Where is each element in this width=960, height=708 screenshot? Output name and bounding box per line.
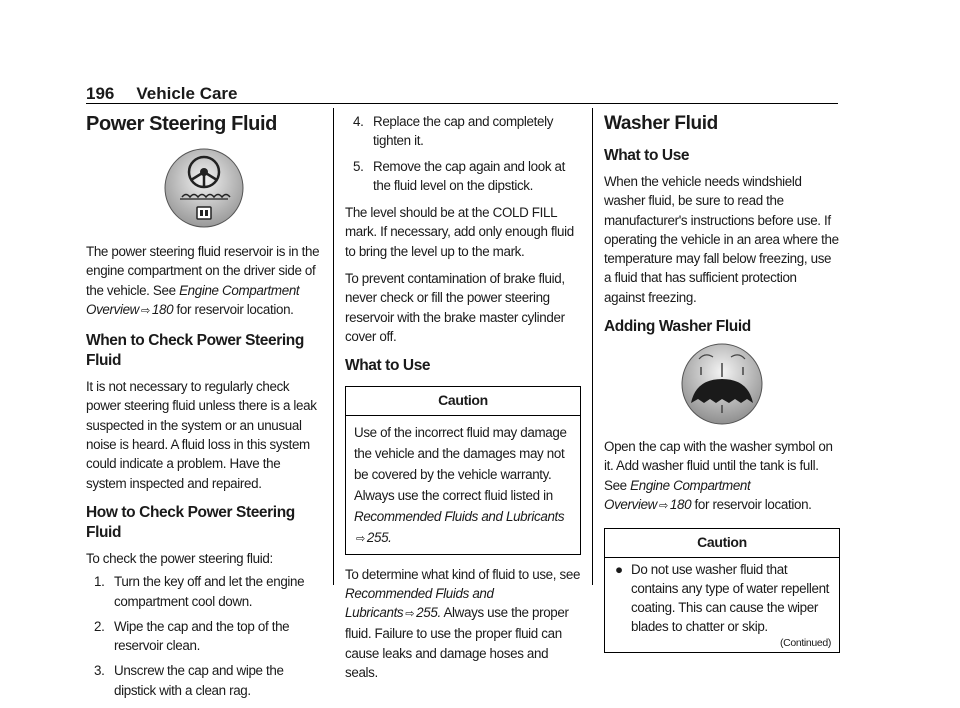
list-item: 3. Unscrew the cap and wipe the dipstick with a clean rag.: [94, 663, 284, 698]
caution-box: [345, 386, 581, 554]
what-to-use-heading: What to Use: [345, 357, 431, 375]
how-to-check-heading: How to Check Power Steering Fluid: [86, 503, 295, 541]
washer-caution-title: Caution: [697, 534, 747, 551]
determine-text: To determine what kind of fluid to use, see Recommended Fluids and Lubricants ⇨ 255. Always use the proper fluid. Failure to use the proper fluid can cause leaks and damage hoses and seals.: [345, 566, 581, 681]
level-text: The level should be at the COLD FILL mark. If necessary, add only enough fluid to bring the level up to the mark.: [345, 205, 574, 259]
section-title: Vehicle Care: [136, 84, 238, 103]
when-to-check-heading: When to Check Power Steering Fluid: [86, 332, 304, 370]
washer-fluid-title: Washer Fluid: [604, 113, 718, 134]
page-ref-180[interactable]: 180: [669, 496, 692, 512]
fluids-lubricants-link[interactable]: Recommended Fluids and Lubricants: [345, 585, 494, 621]
continued-label: (Continued): [779, 636, 831, 649]
power-steering-title: Power Steering Fluid: [86, 113, 277, 135]
caution-text: Use of the incorrect fluid may damage the vehicle and the damages may not be covered by the vehicle warranty. Always use the correct fluid listed in Recommended Fluids and Lubricants ⇨ 255.: [354, 424, 567, 545]
washer-what-to-use-text: When the vehicle needs windshield washer fluid, be sure to read the manufacturer's instructions before use. If operating the vehicle in an area where the temperature may fall below freezing, use a fluid that has sufficient protection against freezing.: [604, 174, 839, 305]
page-header: [86, 84, 238, 104]
washer-cap-icon: [681, 343, 763, 425]
bullet-icon: ●: [615, 561, 623, 577]
open-cap-text: Open the cap with the washer symbol on it. Add washer fluid until the tank is full. See Engine Compartment Overview ⇨ 180 for reservoir location.: [604, 439, 833, 512]
intro-paragraph: The power steering fluid reservoir is in the engine compartment on the driver side of the vehicle. See Engine Compartment Overview ⇨ 180 for reservoir location.: [86, 244, 320, 317]
page-ref-255[interactable]: 255.: [416, 605, 441, 621]
column-2: [345, 112, 581, 690]
column-1: [86, 112, 322, 708]
list-item: 5. Remove the cap again and look at the fluid level on the dipstick.: [353, 158, 566, 193]
how-to-check-lead: To check the power steering fluid:: [86, 550, 273, 566]
adding-washer-heading: Adding Washer Fluid: [604, 318, 751, 336]
fluids-lubricants-link[interactable]: Recommended Fluids and Lubricants: [354, 508, 565, 524]
page-arrow-icon: ⇨: [356, 532, 365, 545]
when-to-check-text: It is not necessary to regularly check power steering fluid unless there is a leak suspected in the system or an unusual noise is heard. A fluid loss in this system could indicate a problem. Have the system inspected and repaired.: [86, 379, 317, 491]
page-arrow-icon: ⇨: [405, 608, 415, 621]
steps-list-1: [86, 572, 322, 700]
washer-what-to-use-heading: What to Use: [604, 147, 690, 164]
contamination-text: To prevent contamination of brake fluid, never check or fill the power steering reservoir with the brake master cylinder cover off.: [345, 271, 565, 344]
washer-caution-bullet: ● Do not use washer fluid that contains any type of water repellent coating. This can cause the wiper blades to chatter or skip.: [615, 561, 830, 634]
column-3: [604, 112, 840, 663]
steps-list-2: [345, 112, 581, 195]
column-divider-2: [592, 108, 593, 585]
page-ref-255[interactable]: 255.: [366, 529, 392, 545]
caution-title: Caution: [346, 387, 580, 415]
engine-compartment-link[interactable]: Engine Compartment Overview: [86, 282, 300, 317]
power-steering-cap-icon: [164, 146, 244, 230]
header-rule: [86, 103, 838, 104]
page-ref-180[interactable]: 180: [151, 301, 174, 317]
page-number: 196: [86, 84, 115, 103]
engine-compartment-link[interactable]: Engine Compartment Overview: [604, 477, 751, 512]
washer-caution-box: [604, 528, 840, 652]
page-arrow-icon: ⇨: [141, 304, 150, 317]
list-item: 2. Wipe the cap and the top of the reservoir clean.: [94, 618, 290, 654]
column-divider-1: [333, 108, 334, 585]
list-item: 4. Replace the cap and completely tighten it.: [353, 114, 554, 149]
page-arrow-icon: ⇨: [659, 499, 668, 512]
list-item: 1. Turn the key off and let the engine compartment cool down.: [94, 574, 305, 609]
